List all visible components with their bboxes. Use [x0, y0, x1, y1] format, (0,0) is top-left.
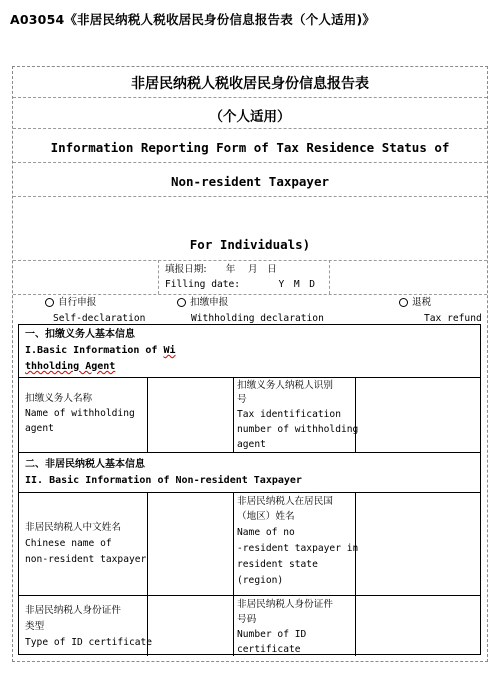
section1-title-cn: 一、扣缴义务人基本信息	[25, 329, 135, 340]
withholding-agent-name-field[interactable]	[148, 378, 232, 451]
info-table	[18, 324, 481, 655]
divider	[13, 196, 487, 197]
option-label-en: Tax refund	[424, 313, 482, 324]
id-type-field[interactable]	[148, 596, 232, 654]
radio-circle-icon[interactable]	[45, 298, 54, 307]
radio-circle-icon[interactable]	[177, 298, 186, 307]
option-label-cn: 扣缴申报	[190, 297, 229, 308]
form-title-en-line1: Information Reporting Form of Tax Residence Status of	[50, 140, 450, 155]
label-tax-id-cn: 号	[237, 394, 247, 405]
label-tax-id-cn: 扣缴义务人纳税人识别	[237, 380, 333, 391]
form-subtitle-cn: （个人适用）	[209, 109, 291, 125]
option-label-en: Self-declaration	[53, 313, 146, 324]
resident-name-field[interactable]	[356, 493, 480, 594]
label-id-type-cn: 非居民纳税人身份证件	[25, 605, 121, 616]
label-chinese-name-en: Chinese name of	[25, 538, 112, 549]
radio-circle-icon[interactable]	[399, 298, 408, 307]
section1-title-en: I.Basic Information of Wi	[25, 345, 176, 356]
divider	[13, 260, 487, 261]
label-chinese-name-cn: 非居民纳税人中文姓名	[25, 522, 121, 533]
label-chinese-name-en: non-resident taxpayer	[25, 554, 147, 565]
label-resident-name-en: resident state	[237, 559, 318, 570]
option-label-cn: 退税	[412, 297, 432, 308]
table-rule	[19, 452, 480, 453]
filling-date-cn: 填报日期: 年 月 日	[165, 264, 277, 275]
document-code-title: A03054《非居民纳税人税收居民身份信息报告表（个人适用)》	[10, 12, 376, 27]
label-resident-name-en: -resident taxpayer in	[237, 543, 359, 554]
label-resident-name-cn: 非居民纳税人在居民国	[237, 496, 333, 507]
table-rule	[233, 377, 234, 452]
chinese-name-field[interactable]	[148, 493, 232, 594]
form-title-en-line2: Non-resident Taxpayer	[170, 174, 330, 189]
label-withholding-agent-name-en: Name of withholding	[25, 408, 135, 419]
divider	[13, 97, 487, 98]
label-id-number-cn: 号码	[237, 614, 257, 625]
report-form	[12, 66, 488, 662]
divider	[13, 294, 487, 295]
divider	[13, 162, 487, 163]
tax-id-field[interactable]	[356, 378, 480, 451]
section2-title-cn: 二、非居民纳税人基本信息	[25, 459, 145, 470]
id-number-field[interactable]	[356, 596, 480, 654]
label-id-number-en: certificate	[237, 644, 301, 655]
filling-date-en: Filling date: Y M D	[165, 279, 315, 290]
form-title-en-line3: For Individuals)	[189, 237, 311, 252]
label-resident-name-cn: （地区）姓名	[237, 511, 295, 522]
divider	[13, 128, 487, 129]
label-tax-id-en: agent	[237, 439, 266, 450]
form-title-cn: 非居民纳税人税收居民身份信息报告表	[131, 76, 369, 92]
option-self-declaration[interactable]	[45, 296, 96, 309]
option-withholding-declaration[interactable]	[177, 296, 228, 309]
label-id-type-en: Type of ID certificate	[25, 637, 153, 648]
table-rule	[233, 492, 234, 656]
option-tax-refund[interactable]	[399, 296, 431, 309]
label-withholding-agent-name-cn: 扣缴义务人名称	[25, 393, 93, 404]
label-id-number-cn: 非居民纳税人身份证件	[237, 599, 333, 610]
label-tax-id-en: number of withholding	[237, 424, 359, 435]
section2-title-en: II. Basic Information of Non-resident Taxpayer	[25, 475, 302, 486]
label-withholding-agent-name-en: agent	[25, 423, 54, 434]
label-tax-id-en: Tax identification	[237, 409, 341, 420]
label-resident-name-en: Name of no	[237, 527, 295, 538]
option-label-cn: 自行申报	[58, 297, 97, 308]
divider	[158, 260, 159, 294]
label-id-type-cn: 类型	[25, 621, 45, 632]
section1-title-en-cont: thholding Agent	[25, 361, 116, 372]
label-id-number-en: Number of ID	[237, 629, 307, 640]
divider	[329, 260, 330, 294]
option-label-en: Withholding declaration	[191, 313, 324, 324]
label-resident-name-en: (region)	[237, 575, 284, 586]
